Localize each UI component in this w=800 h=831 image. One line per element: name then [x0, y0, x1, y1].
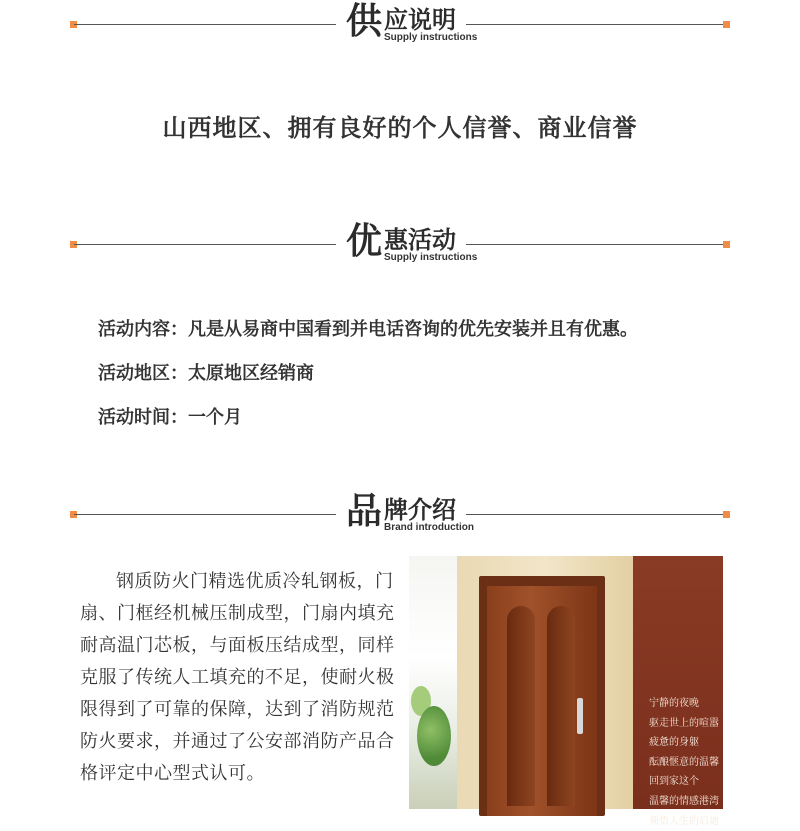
promo-item-content: 活动内容：凡是从易商中国看到并电话咨询的优先安装并且有优惠。 [98, 319, 638, 340]
section-title-big-char: 品 [346, 491, 383, 532]
door-panel-left [507, 606, 535, 806]
section-header-promo [70, 220, 730, 270]
divider-line-right [466, 244, 726, 245]
section-title-rest: 惠活动 [384, 226, 456, 254]
poem-line: 宁静的夜晚 [649, 698, 699, 709]
divider-line-right [466, 24, 726, 25]
orange-dot-right [723, 21, 730, 28]
section-header-supply [70, 0, 730, 50]
divider-line-left [74, 244, 336, 245]
section-title-brand [346, 490, 474, 540]
section-header-brand [70, 490, 730, 540]
poem-line: 回到家这个 [649, 776, 699, 788]
section-title-rest: 应说明 [384, 6, 456, 34]
section-title-big-char: 优 [346, 221, 383, 262]
poem-line: 领悟人生的启迪 [649, 815, 719, 827]
room-background [409, 556, 457, 809]
promo-item-region: 活动地区：太原地区经销商 [98, 363, 314, 384]
poem-line: 疲惫的身躯 [649, 737, 699, 749]
section-title-promo [346, 220, 478, 270]
poem-text [649, 694, 723, 831]
section-title-english: Supply instructions [384, 252, 478, 263]
supply-description: 山西地区、拥有良好的个人信誉、商业信誉 [162, 114, 638, 142]
poem-line: 酝酿惬意的温馨 [649, 756, 719, 768]
divider-line-left [74, 24, 336, 25]
poem-line: 驱走世上的喧嚣 [649, 717, 719, 729]
orange-dot-right [723, 241, 730, 248]
plant-icon [417, 706, 451, 766]
door-panel-right [547, 606, 575, 806]
promo-item-duration: 活动时间：一个月 [98, 407, 242, 428]
divider-line-left [74, 514, 336, 515]
poem-line: 温馨的情感港湾 [649, 795, 719, 807]
section-title-english: Supply instructions [384, 32, 478, 43]
section-title-big-char: 供 [346, 1, 383, 42]
door-product-image [409, 556, 723, 827]
divider-line-right [466, 514, 726, 515]
brand-description: 钢质防火门精选优质冷轧钢板，门扇、门框经机械压制成型，门扇内填充耐高温门芯板，与面板压结成型，同样克服了传统人工填充的不足，使耐火极限得到了可靠的保障，达到了消防规范防火要求，并通过了公安部消防产品合格评定中心型式认可。 [80, 571, 395, 784]
orange-dot-right [723, 511, 730, 518]
section-title-supply [346, 0, 478, 50]
section-title-english: Brand introduction [384, 522, 474, 533]
door-handle-icon [577, 698, 583, 734]
section-title-rest: 牌介绍 [384, 496, 456, 524]
